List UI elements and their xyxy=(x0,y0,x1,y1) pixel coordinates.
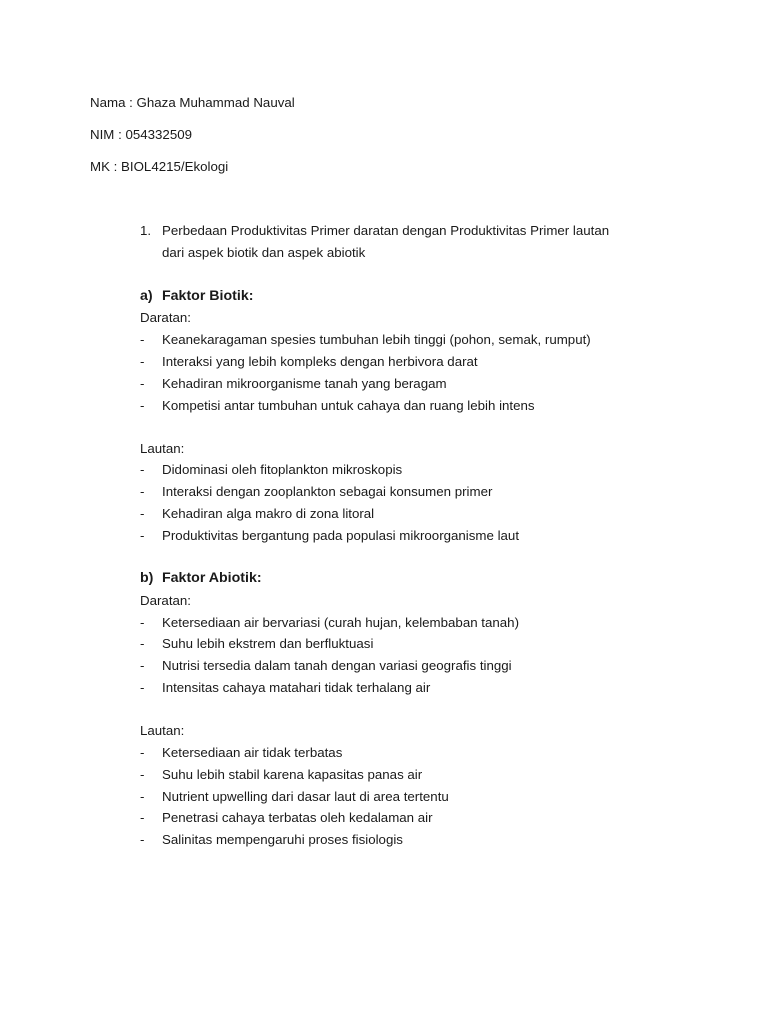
bullet-dash: - xyxy=(140,767,145,782)
bullet-dash: - xyxy=(140,484,145,499)
list-item-text: Keanekaragaman spesies tumbuhan lebih tinggi (pohon, semak, rumput) xyxy=(162,332,591,347)
bullet-dash: - xyxy=(140,810,145,825)
list-item-text: Ketersediaan air bervariasi (curah hujan, kelembaban tanah) xyxy=(162,615,520,630)
bullet-dash: - xyxy=(140,462,145,477)
bullet-dash: - xyxy=(140,376,145,391)
section-letter: b) xyxy=(140,570,154,586)
bullet-dash: - xyxy=(140,745,145,760)
list-item-text: Suhu lebih stabil karena kapasitas panas air xyxy=(162,767,423,782)
section-title: Faktor Biotik: xyxy=(162,288,254,304)
student-nim: NIM : 054332509 xyxy=(90,127,193,142)
bullet-dash: - xyxy=(140,636,145,651)
bullet-dash: - xyxy=(140,354,145,369)
course-code: MK : BIOL4215/Ekologi xyxy=(90,159,229,174)
subsection-label-sea: Lautan: xyxy=(140,723,185,738)
list-item-text: Produktivitas bergantung pada populasi mikroorganisme laut xyxy=(162,528,520,543)
list-item-text: Penetrasi cahaya terbatas oleh kedalaman air xyxy=(162,810,433,825)
question-text-1: Perbedaan Produktivitas Primer daratan dengan Produktivitas Primer lautan xyxy=(162,223,610,238)
list-item-text: Intensitas cahaya matahari tidak terhalang air xyxy=(162,680,431,695)
list-item-text: Suhu lebih ekstrem dan berfluktuasi xyxy=(162,636,374,651)
list-item-text: Ketersediaan air tidak terbatas xyxy=(162,745,343,760)
list-item-text: Interaksi yang lebih kompleks dengan herbivora darat xyxy=(162,354,478,369)
bullet-dash: - xyxy=(140,789,145,804)
question-number: 1. xyxy=(140,223,152,238)
list-item-text: Kehadiran mikroorganisme tanah yang beragam xyxy=(162,376,447,391)
bullet-dash: - xyxy=(140,832,145,847)
bullet-dash: - xyxy=(140,332,145,347)
bullet-dash: - xyxy=(140,506,145,521)
subsection-label-land: Daratan: xyxy=(140,593,191,608)
list-item-text: Nutrient upwelling dari dasar laut di area tertentu xyxy=(162,789,449,804)
bullet-dash: - xyxy=(140,528,145,543)
list-item-text: Didominasi oleh fitoplankton mikroskopis xyxy=(162,462,403,477)
student-name: Nama : Ghaza Muhammad Nauval xyxy=(90,95,295,110)
list-item-text: Nutrisi tersedia dalam tanah dengan variasi geografis tinggi xyxy=(162,658,512,673)
bullet-dash: - xyxy=(140,680,145,695)
list-item-text: Salinitas mempengaruhi proses fisiologis xyxy=(162,832,403,847)
list-item-text: Interaksi dengan zooplankton sebagai konsumen primer xyxy=(162,484,493,499)
bullet-dash: - xyxy=(140,658,145,673)
subsection-label-land: Daratan: xyxy=(140,310,191,325)
list-item-text: Kompetisi antar tumbuhan untuk cahaya dan ruang lebih intens xyxy=(162,398,535,413)
list-item-text: Kehadiran alga makro di zona litoral xyxy=(162,506,375,521)
section-title: Faktor Abiotik: xyxy=(162,570,262,586)
section-heading-biotic xyxy=(140,289,253,303)
section-letter: a) xyxy=(140,288,153,304)
question-text-2: dari aspek biotik dan aspek abiotik xyxy=(162,245,366,260)
subsection-label-sea: Lautan: xyxy=(140,441,185,456)
section-heading-abiotic xyxy=(140,571,262,585)
bullet-dash: - xyxy=(140,615,145,630)
bullet-dash: - xyxy=(140,398,145,413)
